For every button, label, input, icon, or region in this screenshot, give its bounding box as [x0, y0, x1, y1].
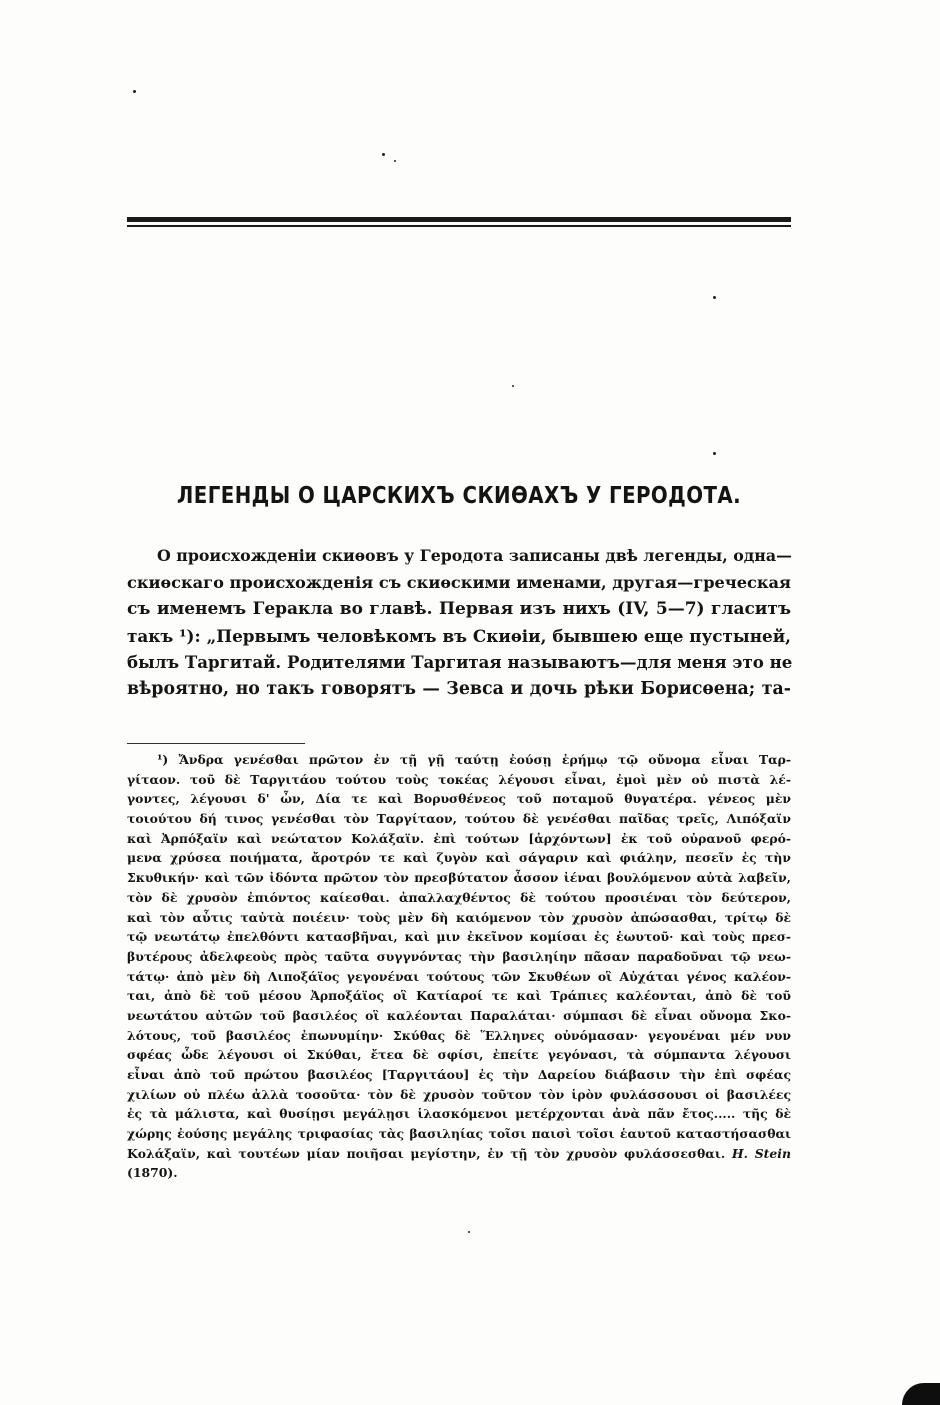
- footnote-line: χώρης ἐούσης μεγάλης τριφασίας τὰς βασιληίας τοῖσι παισὶ τοῖσι ἑαυτοῦ καταστήσασθαι: [127, 1126, 791, 1142]
- footnote-line: τῷ νεωτάτῳ ἐπελθόντι κατασβῆναι, καὶ μιν ἐκεῖνον κομίσαι ἐς ἑωυτοῦ· καὶ τοὺς πρεσ-: [127, 929, 791, 945]
- print-speck: [394, 160, 396, 162]
- print-speck: [468, 1231, 470, 1233]
- footnote-line: νεωτάτου αὐτῶν τοῦ βασιλέος οἳ καλέονται Παραλάται· σύμπασι δὲ εἶναι οὔνομα Σκο-: [127, 1007, 791, 1023]
- footnote-line: βυτέρους ἀδελφεοὺς πρὸς ταῦτα συγγνόντας τὴν βασιληίην πᾶσαν παραδοῦναι τῷ νεω-: [127, 948, 791, 964]
- footnote-line: μενα χρύσεα ποιήματα, ἄροτρόν τε καὶ ζυγὸν καὶ σάγαριν καὶ φιάλην, πεσεῖν ἐς τὴν: [127, 850, 791, 866]
- footnote-line: σφέας ὧδε λέγουσι οἱ Σκύθαι, ἔτεα δὲ σφίσι, ἐπείτε γεγόνασι, τὰ σύμπαντα λέγουσι: [127, 1047, 791, 1063]
- body-line: такъ ¹): „Первымъ человѣкомъ въ Скиѳіи, бывшею еще пустыней,: [127, 625, 791, 646]
- footnote-line: γοντες, λέγουσι δ' ὦν, Δία τε καὶ Βορυσθένεος τοῦ ποταμοῦ θυγατέρα. γένεος μὲν: [127, 791, 791, 807]
- print-speck: [512, 385, 514, 387]
- header-rule-thick: [127, 217, 791, 222]
- footnote-line: ται, ἀπὸ δὲ τοῦ μέσου Ἀρποξάϊος οἳ Κατίαροί τε καὶ Τράπιες καλέονται, ἀπὸ δὲ τοῦ: [127, 988, 791, 1004]
- header-rule-thin: [127, 225, 791, 227]
- print-speck: [382, 153, 385, 156]
- footnote-line: τάτῳ· ἀπὸ μὲν δὴ Λιποξάϊος γεγονέναι τούτους τῶν Σκυθέων οἳ Αὐχάται γένος καλέον-: [127, 968, 791, 984]
- main-text: [127, 543, 791, 703]
- footnote-line-text: Κολάξαϊν, καὶ τουτέων μίαν ποιῆσαι μεγίστην, ἐν τῇ τὸν χρυσὸν φυλάσσεσθαι.: [127, 1145, 726, 1161]
- body-line: съ именемъ Геракла во главѣ. Первая изъ нихъ (IV, 5—7) гласитъ: [127, 599, 791, 620]
- footnote-line: τὸν δὲ χρυσὸν ἐπιόντος καίεσθαι. ἀπαλλαχθέντος δὲ τούτου προσιέναι τὸν δεύτερον,: [127, 889, 791, 905]
- footnote-line: τοιούτου δή τινος γενέσθαι τὸν Ταργίταον, τούτου δὲ γενέσθαι παῖδας τρεῖς, Λιπόξαϊν: [127, 811, 791, 827]
- print-speck: [713, 296, 716, 299]
- footnote-line: γίταον. τοῦ δὲ Ταργιτάου τούτου τοὺς τοκέας λέγουσι εἶναι, ἐμοὶ μὲν οὐ πιστὰ λέ-: [127, 771, 791, 787]
- footnote-line: καὶ τὸν αὖτις ταὐτὰ ποιέειν· τοὺς μὲν δὴ καιόμενον τὸν χρυσὸν ἀπώσασθαι, τρίτῳ δὲ: [127, 909, 791, 925]
- body-line: О происхожденіи скиѳовъ у Геродота записаны двѣ легенды, одна—: [157, 546, 792, 565]
- footnote-line: Σκυθικήν· καὶ τῶν ἰδόντα πρῶτον τὸν πρεσβύτατον ἆσσον ἰέναι βουλόμενον αὐτὰ λαβεῖν,: [127, 870, 791, 886]
- footnote-line: εἶναι ἀπὸ τοῦ πρώτου βασιλέος [Ταργιτάου] ἐς τὴν Δαρείου διάβασιν τὴν ἐπὶ σφέας: [127, 1067, 791, 1082]
- footnote-line: καὶ Ἀρπόξαϊν καὶ νεώτατον Κολάξαϊν. ἐπὶ τούτων [ἀρχόντων] ἐκ τοῦ οὐρανοῦ φερό-: [127, 830, 791, 846]
- footnote-line: [127, 1144, 791, 1164]
- chapter-title: ЛЕГЕНДЫ О ЦАРСКИХЪ СКИѲАХЪ У ГЕРОДОТА.: [176, 483, 742, 509]
- ink-blot: [902, 1383, 940, 1405]
- footnote-line: ἐς τὰ μάλιστα, καὶ θυσίῃσι μεγάλῃσι ἱλασκόμενοι μετέρχονται ἀνὰ πᾶν ἔτος..... τῆς δὲ: [127, 1106, 791, 1122]
- body-line: вѣроятно, но такъ говорятъ — Зевса и дочь рѣки Борисѳена; та-: [127, 678, 791, 699]
- footnote-line: λότους, τοῦ βασιλέος ἐπωνυμίην· Σκύθας δὲ Ἕλληνες οὐνόμασαν· γεγονέναι μέν νυν: [127, 1027, 791, 1043]
- footnote-rule: [127, 743, 305, 744]
- footnote: [127, 750, 791, 1183]
- footnote-year: (1870).: [127, 1165, 178, 1181]
- body-line: скиѳскаго происхожденія съ скиѳскими именами, другая—греческая: [127, 572, 791, 592]
- print-speck: [133, 90, 136, 93]
- footnote-line: χιλίων οὐ πλέω ἀλλὰ τοσοῦτα· τὸν δὲ χρυσὸν τοῦτον τὸν ἱρὸν φυλάσσουσι οἱ βασιλέες: [127, 1086, 791, 1102]
- footnote-attribution: H. Stein: [731, 1145, 791, 1161]
- body-line: былъ Таргитай. Родителями Таргитая называютъ—для меня это не: [127, 652, 793, 673]
- footnote-line: ¹) Ἄνδρα γενέσθαι πρῶτον ἐν τῇ γῇ ταύτῃ ἐούσῃ ἐρήμῳ τῷ οὔνομα εἶναι Ταρ-: [157, 752, 791, 767]
- print-speck: [713, 452, 716, 455]
